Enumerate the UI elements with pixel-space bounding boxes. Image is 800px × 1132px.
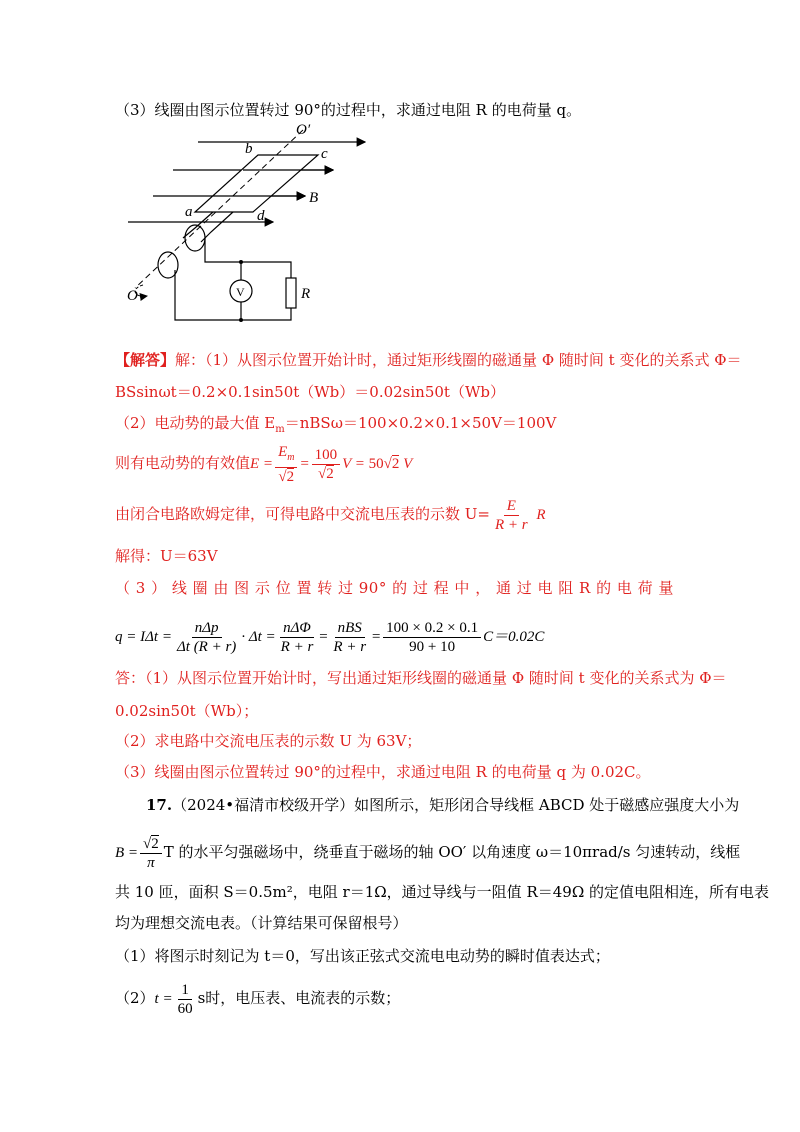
conclusion-line-2: （2）求电路中交流电压表的示数 U 为 63V；: [115, 732, 422, 750]
coil-lead-2: [201, 212, 233, 242]
ohm-equation: $\frac{E}{R + r}$ R: [494, 498, 546, 534]
resistor-icon: [286, 278, 296, 308]
label-c-vertex: c: [321, 146, 328, 162]
junction-dot-bottom: [239, 318, 243, 322]
answer-line-1b: BSsinωt＝0.2×0.1sin50t（Wb）＝0.02sin50t（Wb）: [115, 383, 505, 401]
problem-17-source: （2024•福清市校级开学）如图所示，矩形闭合导线框 ABCD 处于磁感应强度大小为: [172, 796, 740, 814]
problem-17-line-1: [146, 795, 739, 815]
answer-l2-sub: m: [275, 424, 285, 435]
label-o-prime: O′: [296, 122, 311, 138]
problem-17-line-3: 共 10 匝，面积 S＝0.5m²，电阻 r＝1Ω，通过导线与一阻值 R＝49Ω 的定值电阻相连，所有电表: [115, 883, 770, 901]
circuit-top-wire: [205, 238, 291, 285]
label-o: O: [127, 288, 138, 304]
rms-equation: E = $\frac{E_m}{√2}$ = $\frac{100}{√2}$ V = 50√2 V: [250, 444, 413, 486]
problem-17-line-4: 均为理想交流电表。（计算结果可保留根号）: [115, 914, 408, 932]
coil-figure: [113, 120, 373, 330]
conclusion-line-3: （3）线圈由图示位置转过 90°的过程中，求通过电阻 R 的电荷量 q 为 0.02C。: [115, 763, 651, 781]
answer-line-4: [115, 492, 546, 537]
answer-l4-text: 由闭合电路欧姆定律，可得电路中交流电压表的示数 U=: [115, 505, 490, 523]
label-b-vertex: b: [245, 141, 253, 157]
answer-line-2: [115, 413, 556, 440]
conclusion-line-1: 答：（1）从图示位置开始计时，写出通过矩形线圈的磁通量 Φ 随时间 t 变化的关系式为 Φ＝: [115, 669, 727, 687]
label-field-b: B: [309, 190, 319, 206]
charge-equation: q = IΔt = $\frac{\text{nΔp}}{\Delta t (R + r)}$ · Δt = $\frac{\text{nΔΦ}}{R + r}$ = $\frac{\text{nBS}}{R + r}$ = $\frac{100 \times 0.2 \times 0.1}{90 + 10}$ C＝0.02C: [115, 620, 545, 656]
label-resistor: R: [301, 286, 311, 302]
answer-l2-post: ＝nBSω＝100×0.2×0.1×50V＝100V: [284, 414, 557, 432]
answer-intro: 解：（1）从图示位置开始计时，通过矩形线圈的磁通量 Φ 随时间 t 变化的关系式 Φ＝: [175, 351, 742, 369]
answer-tag: 【解答】: [115, 351, 176, 369]
label-a-vertex: a: [185, 204, 193, 220]
answer-line-3: [115, 441, 412, 486]
answer-line-6: （ 3 ） 线 圈 由 图 示 位 置 转 过 90° 的 过 程 中 ， 通 过 电 阻 R 的 电 荷 量: [115, 579, 674, 597]
question-3-text: （3）线圈由图示位置转过 90°的过程中，求通过电阻 R 的电荷量 q。: [115, 101, 582, 119]
answer-line-1: [115, 350, 742, 370]
answer-line-5: 解得：U＝63V: [115, 547, 218, 565]
field-strength-equation: B = $\frac{√2}{\pi}$: [115, 845, 164, 861]
problem-17-q2: [115, 976, 400, 1021]
slip-ring-1: [185, 225, 205, 251]
rotation-axis: [135, 130, 303, 288]
problem-17-number: 17.: [146, 796, 173, 814]
time-equation: t = $\frac{1}{60}$: [154, 982, 193, 1018]
problem-17-q2-pre: （2）: [115, 989, 155, 1007]
problem-17-l2-text: T 的水平匀强磁场中，绕垂直于磁场的轴 OO′ 以角速度 ω＝10πrad/s 匀速转动，线框: [163, 843, 741, 861]
coil-rectangle: [195, 155, 318, 212]
problem-17-q2-post: s时，电压表、电流表的示数；: [197, 989, 401, 1007]
problem-17-q1: （1）将图示时刻记为 t＝0，写出该正弦式交流电电动势的瞬时值表达式；: [115, 947, 610, 965]
answer-l3-text: 则有电动势的有效值: [115, 454, 251, 472]
charge-result: C＝0.02C: [483, 629, 545, 645]
junction-dot-top: [239, 260, 243, 264]
problem-17-line-2: [115, 830, 740, 875]
conclusion-line-1b: 0.02sin50t（Wb）；: [115, 702, 259, 720]
label-d-vertex: d: [257, 208, 265, 224]
answer-l2-pre: （2）电动势的最大值 E: [115, 414, 276, 432]
label-voltmeter: V: [236, 285, 245, 299]
